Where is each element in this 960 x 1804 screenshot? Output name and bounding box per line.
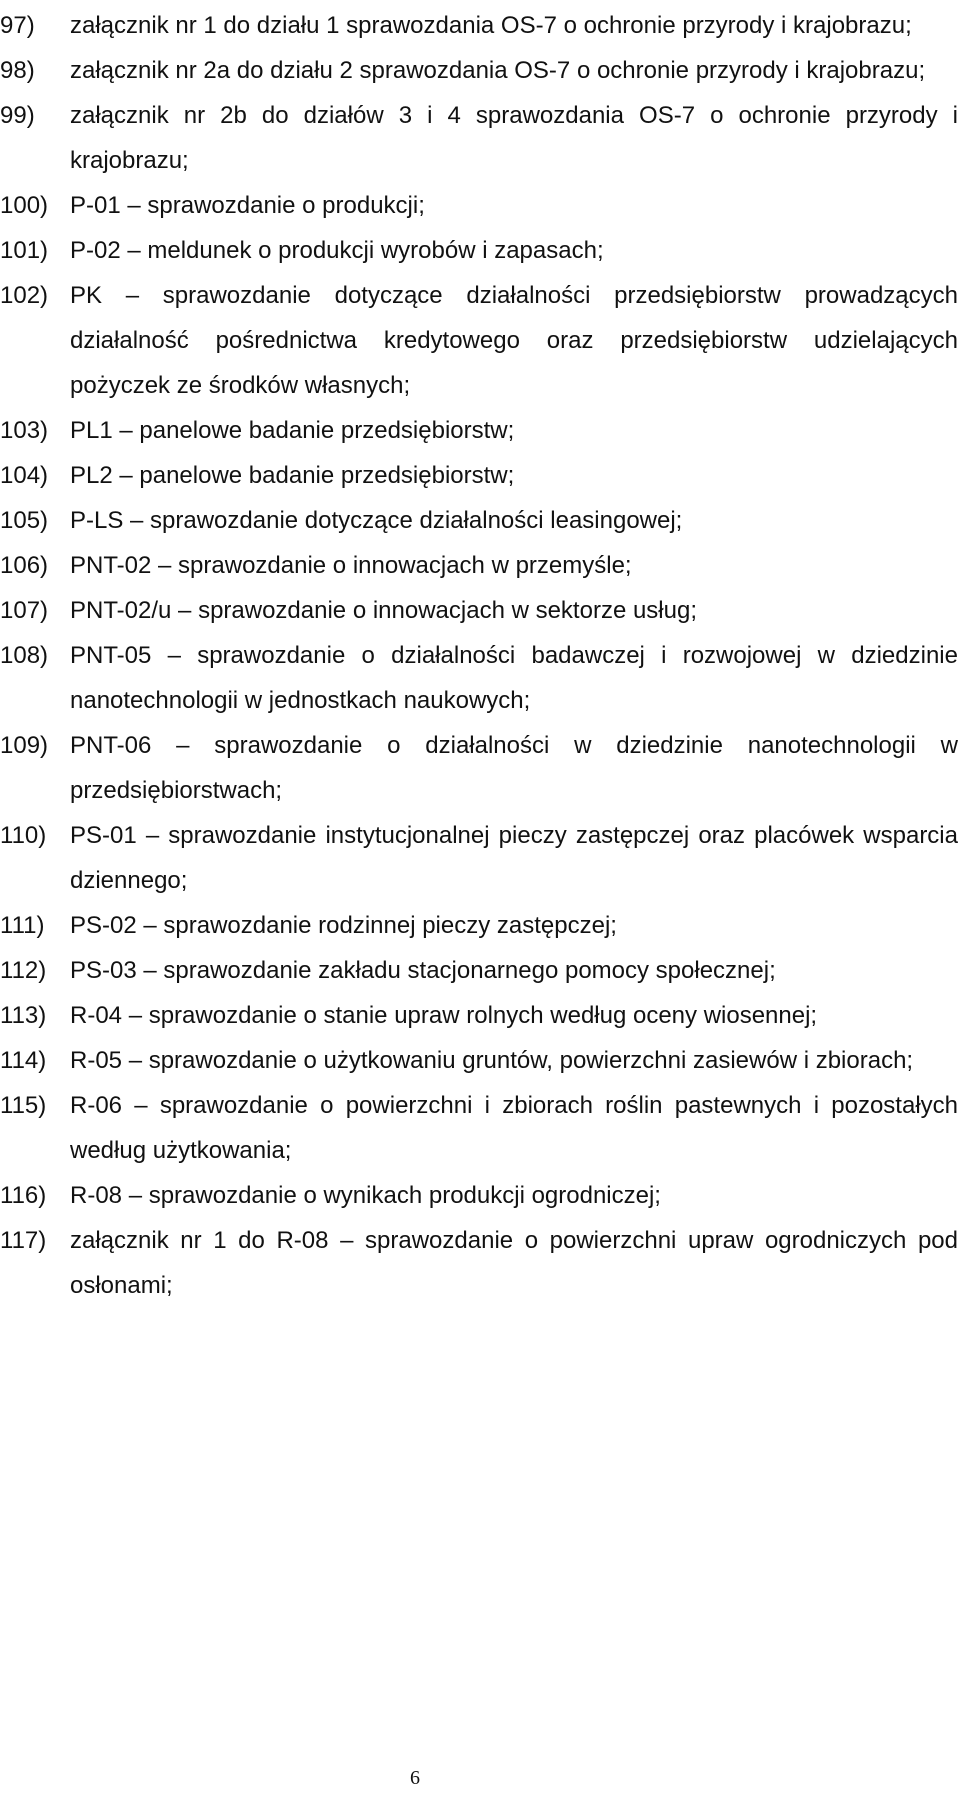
list-item-text: załącznik nr 1 do R-08 – sprawozdanie o powierzchni upraw ogrodniczych pod osłonami; — [70, 1227, 958, 1299]
list-item-number: 110) — [0, 822, 47, 849]
list-item — [0, 813, 958, 903]
list-item — [0, 993, 958, 1038]
list-item-number: 113) — [0, 1002, 47, 1029]
list-item-text: załącznik nr 2a do działu 2 sprawozdania OS-7 o ochronie przyrody i krajobrazu; — [70, 57, 926, 84]
list-item-text: PS-02 – sprawozdanie rodzinnej pieczy zastępczej; — [70, 912, 617, 939]
list-item-text: PNT-06 – sprawozdanie o działalności w dziedzinie nanotechnologii w przedsiębiorstwach; — [70, 732, 958, 804]
list-item — [0, 48, 958, 93]
list-item-text: R-05 – sprawozdanie o użytkowaniu gruntów, powierzchni zasiewów i zbiorach; — [70, 1047, 914, 1074]
list-item-number: 114) — [0, 1047, 47, 1074]
list-item — [0, 543, 958, 588]
list-item — [0, 1038, 958, 1083]
list-item-number: 115) — [0, 1092, 47, 1119]
list-item-text: PS-01 – sprawozdanie instytucjonalnej pieczy zastępczej oraz placówek wsparcia dziennego; — [70, 822, 958, 894]
list-item — [0, 723, 958, 813]
list-item — [0, 408, 958, 453]
list-item — [0, 3, 958, 48]
list-item — [0, 228, 958, 273]
list-item-text: PK – sprawozdanie dotyczące działalności przedsiębiorstw prowadzących działalność pośrednictwa kredytowego oraz przedsiębiorstw udzielających pożyczek ze środków własnych; — [70, 282, 958, 399]
list-item — [0, 1218, 958, 1308]
list-item — [0, 93, 958, 183]
list-item-number: 116) — [0, 1182, 47, 1209]
list-item-number: 98) — [0, 57, 35, 84]
list-item-number: 104) — [0, 462, 49, 489]
list-item-text: PNT-02/u – sprawozdanie o innowacjach w sektorze usług; — [70, 597, 697, 624]
enumerated-list — [0, 3, 958, 1308]
list-item-number: 97) — [0, 12, 35, 39]
list-item-number: 101) — [0, 237, 49, 264]
list-item-number: 107) — [0, 597, 49, 624]
list-item — [0, 183, 958, 228]
list-item-number: 106) — [0, 552, 49, 579]
list-item-text: P-01 – sprawozdanie o produkcji; — [70, 192, 425, 219]
list-item-number: 117) — [0, 1227, 47, 1254]
list-item-number: 109) — [0, 732, 49, 759]
list-item-text: załącznik nr 2b do działów 3 i 4 sprawozdania OS-7 o ochronie przyrody i krajobrazu; — [70, 102, 958, 174]
list-item — [0, 633, 958, 723]
list-item — [0, 948, 958, 993]
list-item — [0, 498, 958, 543]
list-item-number: 108) — [0, 642, 49, 669]
list-item-number: 99) — [0, 102, 35, 129]
list-item-number: 100) — [0, 192, 49, 219]
list-item-number: 102) — [0, 282, 49, 309]
list-item — [0, 453, 958, 498]
page-number: 6 — [410, 1767, 420, 1789]
list-item — [0, 903, 958, 948]
list-item-text: załącznik nr 1 do działu 1 sprawozdania OS-7 o ochronie przyrody i krajobrazu; — [70, 12, 912, 39]
list-item-text: P-02 – meldunek o produkcji wyrobów i zapasach; — [70, 237, 604, 264]
list-item-text: PNT-02 – sprawozdanie o innowacjach w przemyśle; — [70, 552, 632, 579]
list-item-text: R-06 – sprawozdanie o powierzchni i zbiorach roślin pastewnych i pozostałych według użytkowania; — [70, 1092, 958, 1164]
list-item-number: 103) — [0, 417, 49, 444]
list-item-text: PS-03 – sprawozdanie zakładu stacjonarnego pomocy społecznej; — [70, 957, 776, 984]
list-item-text: R-04 – sprawozdanie o stanie upraw rolnych według oceny wiosennej; — [70, 1002, 818, 1029]
list-item-text: PNT-05 – sprawozdanie o działalności badawczej i rozwojowej w dziedzinie nanotechnologii w jednostkach naukowych; — [70, 642, 958, 714]
list-item-text: P-LS – sprawozdanie dotyczące działalności leasingowej; — [70, 507, 683, 534]
list-item-number: 105) — [0, 507, 49, 534]
list-item-number: 112) — [0, 957, 47, 984]
list-item — [0, 588, 958, 633]
list-item-number: 111) — [0, 912, 45, 939]
list-item-text: PL2 – panelowe badanie przedsiębiorstw; — [70, 462, 515, 489]
list-item — [0, 1173, 958, 1218]
list-item-text: R-08 – sprawozdanie o wynikach produkcji ogrodniczej; — [70, 1182, 661, 1209]
list-item — [0, 273, 958, 408]
list-item — [0, 1083, 958, 1173]
list-item-text: PL1 – panelowe badanie przedsiębiorstw; — [70, 417, 515, 444]
